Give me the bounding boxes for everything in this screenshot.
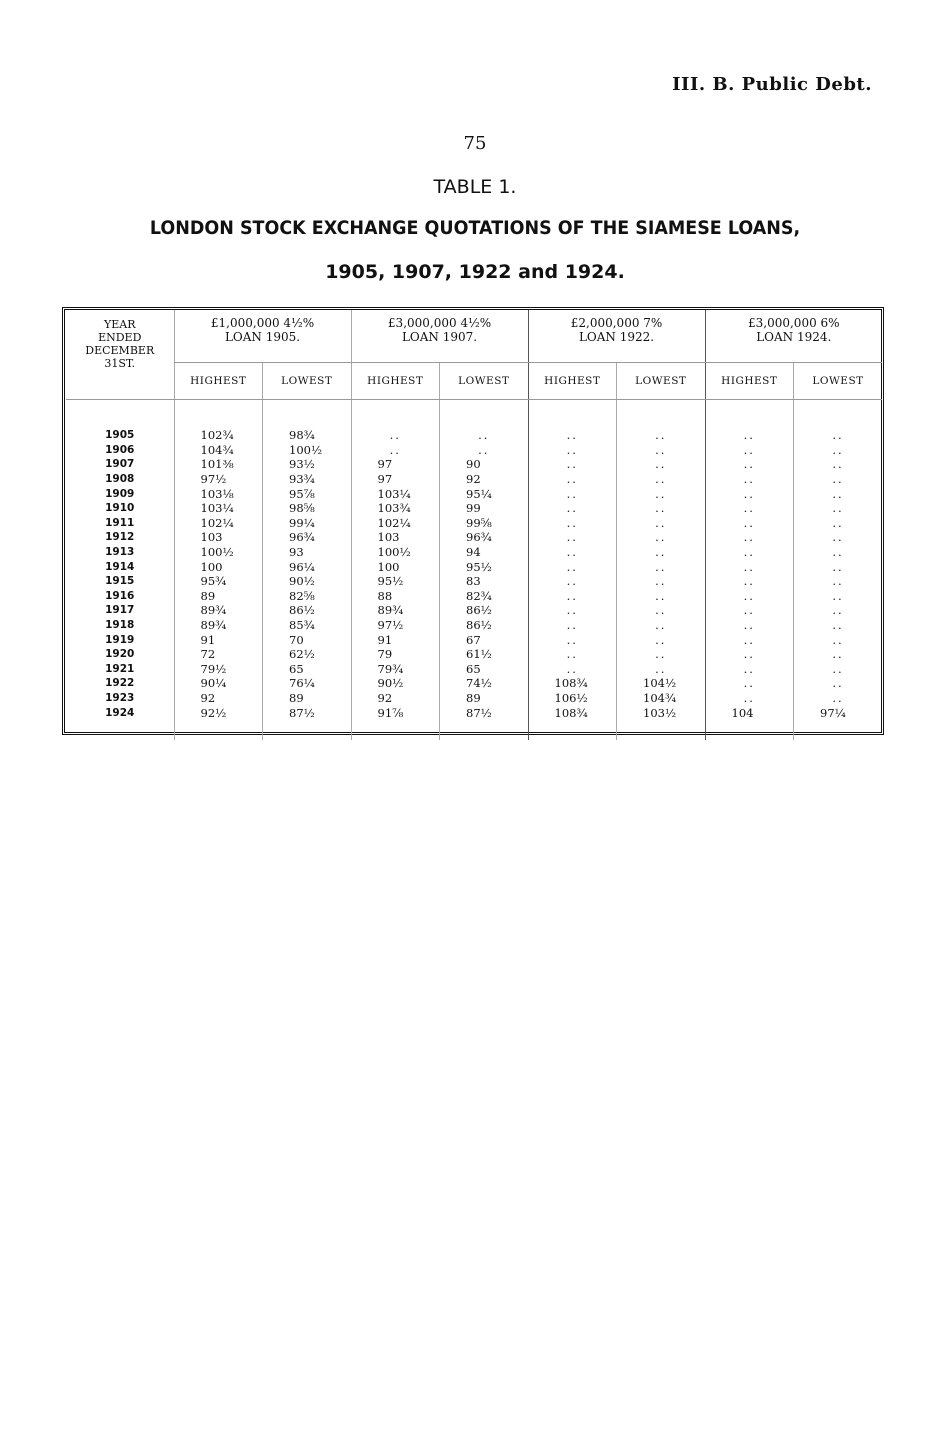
highest-header: HIGHEST [351, 363, 440, 400]
table-row [66, 443, 882, 458]
quote-cell: .. [440, 443, 529, 458]
table-row [66, 676, 882, 691]
year-cell: 1905 [105, 429, 135, 442]
quote-cell: .. [705, 443, 794, 458]
quote-cell: 102¼ [351, 516, 440, 531]
quote-cell: .. [528, 545, 617, 560]
table-row [66, 501, 882, 516]
quote-cell: 92 [351, 691, 440, 706]
quote-cell: 95⅞ [263, 486, 352, 501]
quote-cell: 96¾ [263, 530, 352, 545]
quote-cell: 89 [263, 691, 352, 706]
quote-cell: 104 [705, 705, 794, 720]
quote-cell: 93½ [263, 457, 352, 472]
quote-cell: .. [705, 574, 794, 589]
quote-cell: .. [705, 632, 794, 647]
quote-cell: 103½ [617, 705, 706, 720]
quote-cell: .. [705, 662, 794, 677]
table-row [66, 530, 882, 545]
quote-cell: .. [528, 662, 617, 677]
quote-cell: .. [617, 662, 706, 677]
quote-cell: 91⅞ [351, 705, 440, 720]
table-row [66, 618, 882, 633]
quote-cell: 86½ [440, 603, 529, 618]
year-header-line: YEAR [103, 318, 136, 331]
table-row [66, 662, 882, 677]
quote-cell: .. [528, 618, 617, 633]
quote-cell: 93¾ [263, 472, 352, 487]
quote-cell: .. [794, 530, 883, 545]
year-cell: 1906 [105, 443, 135, 456]
quote-cell: 106½ [528, 691, 617, 706]
year-cell: 1907 [105, 458, 135, 471]
quote-cell: 92 [174, 691, 263, 706]
quote-cell: .. [528, 486, 617, 501]
quote-cell: 101⅜ [174, 457, 263, 472]
table-row [66, 559, 882, 574]
quote-cell: .. [705, 691, 794, 706]
quote-cell: .. [617, 618, 706, 633]
quote-cell: .. [794, 676, 883, 691]
quote-cell: .. [705, 530, 794, 545]
quote-cell: .. [794, 428, 883, 443]
lowest-header: LOWEST [794, 363, 883, 400]
quote-cell: 94 [440, 545, 529, 560]
quote-cell: 95¼ [440, 486, 529, 501]
quote-cell: .. [617, 589, 706, 604]
quote-cell: .. [794, 472, 883, 487]
quote-cell: .. [794, 632, 883, 647]
year-cell: 1909 [105, 487, 135, 500]
quote-cell: .. [705, 676, 794, 691]
quote-cell: .. [617, 603, 706, 618]
quote-cell: 61½ [440, 647, 529, 662]
quote-cell: 89¾ [174, 603, 263, 618]
quote-cell: 82⅝ [263, 589, 352, 604]
quote-cell: 104¾ [617, 691, 706, 706]
quote-cell: .. [705, 428, 794, 443]
quote-cell: 97¼ [794, 705, 883, 720]
quote-cell: 70 [263, 632, 352, 647]
quote-cell: 91 [351, 632, 440, 647]
quote-cell: 65 [263, 662, 352, 677]
quote-cell: 96¾ [440, 530, 529, 545]
quote-cell: .. [794, 662, 883, 677]
quote-cell: .. [794, 647, 883, 662]
table-body [66, 400, 882, 740]
page-number: 75 [463, 133, 487, 154]
quote-cell: 85¾ [263, 618, 352, 633]
quote-cell: .. [705, 472, 794, 487]
loan-name: LOAN 1905. [224, 330, 301, 344]
quote-cell: 89 [174, 589, 263, 604]
year-cell: 1911 [105, 516, 135, 529]
quote-cell: .. [617, 516, 706, 531]
quote-cell: 102¼ [174, 516, 263, 531]
quote-cell: 83 [440, 574, 529, 589]
quote-cell: .. [794, 457, 883, 472]
quote-cell: 90½ [351, 676, 440, 691]
quote-cell: 89 [440, 691, 529, 706]
year-cell: 1920 [105, 648, 135, 661]
year-cell: 1922 [105, 677, 135, 690]
quote-cell: 79 [351, 647, 440, 662]
quote-cell: .. [794, 589, 883, 604]
quote-cell: .. [528, 603, 617, 618]
table-row [66, 705, 882, 720]
quote-cell: 103 [351, 530, 440, 545]
loan-name: LOAN 1907. [401, 330, 478, 344]
quote-cell: 98⅝ [263, 501, 352, 516]
quote-cell: .. [794, 443, 883, 458]
table-row [66, 603, 882, 618]
quote-cell: 100½ [263, 443, 352, 458]
loan-amount: £2,000,000 7% [570, 316, 663, 330]
lowest-header: LOWEST [440, 363, 529, 400]
quote-cell: .. [617, 647, 706, 662]
quote-cell: .. [528, 632, 617, 647]
table-title: LONDON STOCK EXCHANGE QUOTATIONS OF THE SIAMESE LOANS, [149, 217, 801, 239]
year-header-line: ENDED [98, 331, 142, 344]
quote-cell: 100½ [351, 545, 440, 560]
quote-cell: .. [528, 428, 617, 443]
quote-cell: 103⅛ [174, 486, 263, 501]
quote-cell: .. [617, 545, 706, 560]
year-header-line: 31ST. [104, 357, 136, 370]
quote-cell: 65 [440, 662, 529, 677]
quote-cell: .. [617, 574, 706, 589]
year-column-header [66, 310, 174, 400]
quote-cell: 79¾ [351, 662, 440, 677]
lowest-header: LOWEST [263, 363, 352, 400]
quote-cell: 90 [440, 457, 529, 472]
quote-cell: .. [705, 647, 794, 662]
quote-cell: .. [617, 559, 706, 574]
table-row [66, 589, 882, 604]
quote-cell: .. [705, 486, 794, 501]
quote-cell: 100 [351, 559, 440, 574]
year-cell: 1917 [105, 604, 135, 617]
year-cell: 1914 [105, 560, 135, 573]
quote-cell: .. [794, 516, 883, 531]
quote-cell: 79½ [174, 662, 263, 677]
lowest-header: LOWEST [617, 363, 706, 400]
highest-header: HIGHEST [528, 363, 617, 400]
year-cell: 1919 [105, 633, 135, 646]
quote-cell: .. [705, 545, 794, 560]
quote-cell: .. [617, 530, 706, 545]
quote-cell: .. [617, 457, 706, 472]
loan-header-1922 [528, 310, 705, 363]
year-cell: 1918 [105, 619, 135, 632]
highest-header: HIGHEST [174, 363, 263, 400]
quote-cell: 89¾ [174, 618, 263, 633]
year-cell: 1913 [105, 546, 135, 559]
quote-cell: 103 [174, 530, 263, 545]
quote-cell: .. [794, 603, 883, 618]
quote-cell: .. [794, 691, 883, 706]
quote-cell: 92 [440, 472, 529, 487]
quote-cell: .. [617, 428, 706, 443]
quote-cell: 98¾ [263, 428, 352, 443]
quote-cell: .. [705, 589, 794, 604]
table-row [66, 516, 882, 531]
quote-cell: 95½ [440, 559, 529, 574]
year-header-line: DECEMBER [85, 344, 155, 357]
quote-cell: 103¼ [351, 486, 440, 501]
quote-cell: .. [528, 443, 617, 458]
quote-cell: 100 [174, 559, 263, 574]
year-cell: 1916 [105, 589, 135, 602]
quote-cell: 88 [351, 589, 440, 604]
quote-cell: .. [794, 545, 883, 560]
quote-cell: 87½ [440, 705, 529, 720]
quote-cell: 87½ [263, 705, 352, 720]
quote-cell: 99¼ [263, 516, 352, 531]
loan-header-1905 [174, 310, 351, 363]
section-header: III. B. Public Debt. [672, 74, 872, 95]
quote-cell: .. [705, 559, 794, 574]
quote-cell: .. [528, 589, 617, 604]
quote-cell: 97½ [174, 472, 263, 487]
table-row [66, 457, 882, 472]
quote-cell: 97 [351, 472, 440, 487]
table-subtitle: 1905, 1907, 1922 and 1924. [325, 261, 625, 283]
loan-amount: £1,000,000 4½% [210, 316, 315, 330]
quote-cell: .. [528, 472, 617, 487]
year-cell: 1910 [105, 502, 135, 515]
quote-cell: 97½ [351, 618, 440, 633]
quote-cell: .. [705, 516, 794, 531]
year-cell: 1908 [105, 473, 135, 486]
quote-cell: 90¼ [174, 676, 263, 691]
quote-cell: .. [528, 530, 617, 545]
quote-cell: .. [528, 457, 617, 472]
quote-cell: 97 [351, 457, 440, 472]
year-cell: 1921 [105, 662, 135, 675]
quote-cell: 99⅝ [440, 516, 529, 531]
quote-cell: .. [528, 647, 617, 662]
quote-cell: 86½ [440, 618, 529, 633]
quote-cell: 91 [174, 632, 263, 647]
quote-cell: .. [705, 603, 794, 618]
quote-cell: 92½ [174, 705, 263, 720]
quote-cell: .. [705, 501, 794, 516]
quotations-table [66, 310, 882, 740]
quote-cell: 108¾ [528, 676, 617, 691]
table-row [66, 632, 882, 647]
loan-name: LOAN 1924. [756, 330, 832, 344]
table-row [66, 428, 882, 443]
table-row [66, 647, 882, 662]
quote-cell: 93 [263, 545, 352, 560]
quote-cell: .. [794, 501, 883, 516]
quote-cell: .. [705, 457, 794, 472]
quote-cell: .. [528, 501, 617, 516]
quote-cell: 89¾ [351, 603, 440, 618]
quote-cell: 96¼ [263, 559, 352, 574]
year-cell: 1923 [105, 691, 135, 704]
quote-cell: 86½ [263, 603, 352, 618]
highest-header: HIGHEST [705, 363, 794, 400]
quote-cell: 82¾ [440, 589, 529, 604]
quote-cell: .. [794, 559, 883, 574]
quote-cell: .. [705, 618, 794, 633]
quote-cell: 104¾ [174, 443, 263, 458]
table-row [66, 691, 882, 706]
table-row [66, 486, 882, 501]
quote-cell: 104½ [617, 676, 706, 691]
quote-cell: 103¾ [351, 501, 440, 516]
quote-cell: 95½ [351, 574, 440, 589]
quote-cell: 67 [440, 632, 529, 647]
table-row [66, 472, 882, 487]
quote-cell: 99 [440, 501, 529, 516]
table-label: TABLE 1. [433, 176, 517, 198]
table-row [66, 574, 882, 589]
loan-header-1907 [351, 310, 528, 363]
quote-cell: 95¾ [174, 574, 263, 589]
loan-name: LOAN 1922. [578, 330, 655, 344]
year-cell: 1912 [105, 531, 135, 544]
quote-cell: .. [351, 443, 440, 458]
quote-cell: .. [794, 486, 883, 501]
quote-cell: .. [617, 486, 706, 501]
quote-cell: 102¾ [174, 428, 263, 443]
quote-cell: .. [794, 574, 883, 589]
quote-cell: .. [794, 618, 883, 633]
quote-cell: .. [528, 516, 617, 531]
quote-cell: .. [617, 472, 706, 487]
quote-cell: .. [528, 559, 617, 574]
quote-cell: .. [351, 428, 440, 443]
year-cell: 1924 [105, 706, 135, 719]
quote-cell: 74½ [440, 676, 529, 691]
quote-cell: 100½ [174, 545, 263, 560]
quote-cell: 62½ [263, 647, 352, 662]
year-cell: 1915 [105, 575, 135, 588]
loan-amount: £3,000,000 4½% [387, 316, 492, 330]
quote-cell: 103¼ [174, 501, 263, 516]
loan-header-1924 [705, 310, 882, 363]
quote-cell: 72 [174, 647, 263, 662]
quote-cell: .. [440, 428, 529, 443]
quote-cell: .. [617, 632, 706, 647]
table-row [66, 545, 882, 560]
quote-cell: .. [617, 443, 706, 458]
loan-amount: £3,000,000 6% [748, 316, 840, 330]
quote-cell: 90½ [263, 574, 352, 589]
quote-cell: 108¾ [528, 705, 617, 720]
quote-cell: .. [528, 574, 617, 589]
quote-cell: 76¼ [263, 676, 352, 691]
quote-cell: .. [617, 501, 706, 516]
